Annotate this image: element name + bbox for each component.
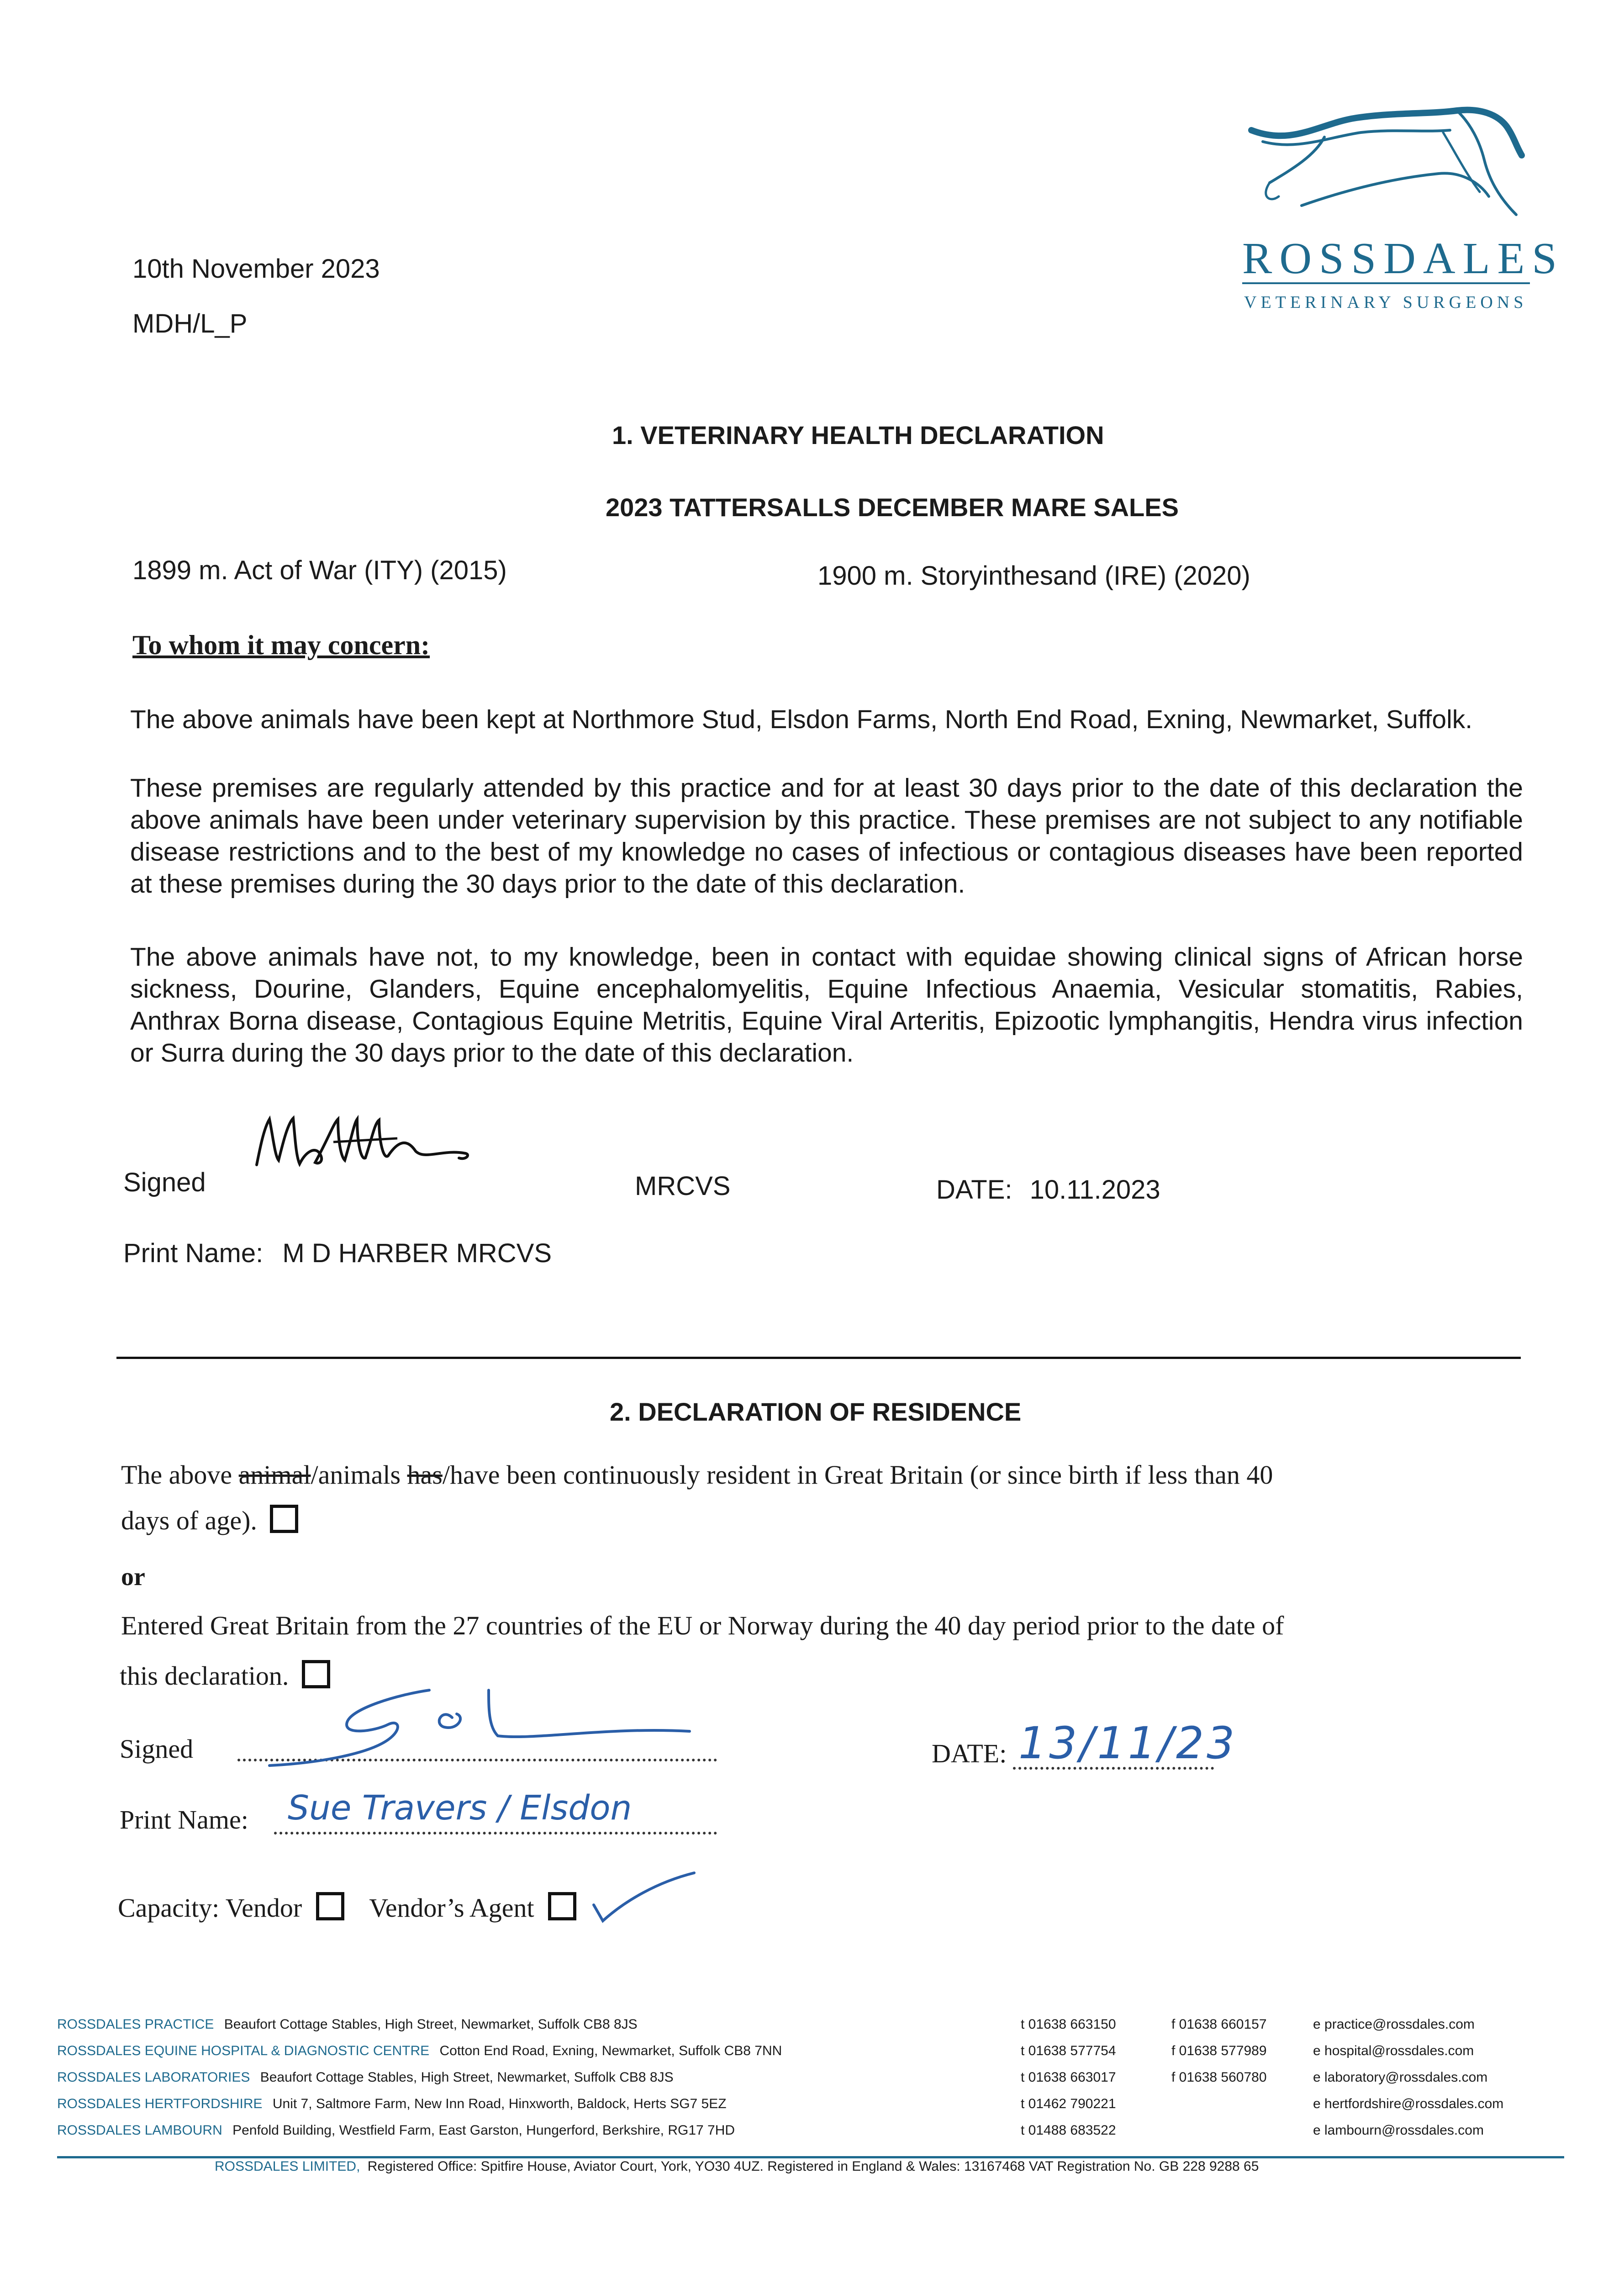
footer-fax: f 01638 577989 bbox=[1171, 2043, 1267, 2058]
mrcvs-label: MRCVS bbox=[635, 1171, 731, 1201]
checkmark-icon bbox=[585, 1868, 699, 1932]
residence-rest: /have been continuously resident in Great Britain (or since birth if less than 40 bbox=[442, 1460, 1273, 1490]
section2-title: 2. DECLARATION OF RESIDENCE bbox=[610, 1397, 1022, 1426]
footer-office-name: ROSSDALES LABORATORIES bbox=[57, 2070, 250, 2085]
section1-title: 1. VETERINARY HEALTH DECLARATION bbox=[612, 421, 1104, 449]
footer-office-address: Beaufort Cottage Stables, High Street, Newmarket, Suffolk CB8 8JS bbox=[260, 2070, 674, 2085]
vet-date bbox=[936, 1177, 1160, 1203]
salutation: To whom it may concern: bbox=[132, 630, 430, 660]
vendor-print-name-label: Print Name: bbox=[120, 1805, 248, 1835]
horse-logo-icon bbox=[1242, 105, 1534, 228]
footer-office-address: Unit 7, Saltmore Farm, New Inn Road, Hinxworth, Baldock, Herts SG7 5EZ bbox=[272, 2096, 727, 2111]
section1-subtitle: 2023 TATTERSALLS DECEMBER MARE SALES bbox=[606, 493, 1179, 522]
footer-company: ROSSDALES LIMITED, bbox=[215, 2159, 360, 2174]
vendor-print-name-value[interactable]: Sue Travers / Elsdon bbox=[288, 1788, 632, 1828]
footer-email[interactable]: e hospital@rossdales.com bbox=[1313, 2043, 1474, 2058]
footer-row bbox=[57, 2096, 1564, 2123]
vendor-agent-label: Vendor’s Agent bbox=[369, 1893, 534, 1923]
animals-text: /animals bbox=[311, 1460, 407, 1490]
footer-office-name: ROSSDALES EQUINE HOSPITAL & DIAGNOSTIC CENTRE bbox=[57, 2043, 430, 2058]
residence-line1 bbox=[121, 1462, 1273, 1488]
paragraph-premises: The above animals have been kept at Northmore Stud, Elsdon Farms, North End Road, Exning, Newmarket, Suffolk. bbox=[130, 705, 1473, 734]
vendor-print-name-line bbox=[274, 1832, 717, 1835]
capacity-vendor-label: Capacity: Vendor bbox=[118, 1893, 302, 1923]
footer-office-name: ROSSDALES LAMBOURN bbox=[57, 2123, 222, 2138]
footer-office-address: Penfold Building, Westfield Farm, East Garston, Hungerford, Berkshire, RG17 7HD bbox=[232, 2123, 735, 2138]
vendor-date-label: DATE: bbox=[932, 1739, 1007, 1768]
footer-row bbox=[57, 2070, 1564, 2096]
footer-rule bbox=[57, 2156, 1564, 2158]
footer-email[interactable]: e hertfordshire@rossdales.com bbox=[1313, 2096, 1504, 2111]
footer-tel: t 01462 790221 bbox=[1021, 2096, 1116, 2111]
paragraph-supervision: These premises are regularly attended by this practice and for at least 30 days prior to the date of this declaration the above animals have been under veterinary supervision by this practice. These premises are not subject to any notifiable disease restrictions and to the best of my knowledge no cases of infectious or contagious diseases have been reported at these premises during the 30 days prior to the date of this declaration. bbox=[130, 773, 1523, 899]
resident-checkbox[interactable] bbox=[270, 1505, 298, 1533]
paragraph-contact: The above animals have not, to my knowledge, been in contact with equidae showing clinical signs of African horse sickness, Dourine, Glanders, Equine encephalomyelitis, Equine Infectious Anaemia, Vesicular stomatitis, Rabies, Anthrax Borna disease, Contagious Equine Metritis, Equine Viral Arteritis, Epizootic lymphangitis, Hendra virus infection or Surra during the 30 days prior to the date of this declaration. bbox=[130, 942, 1523, 1068]
footer-tel: t 01638 663017 bbox=[1021, 2070, 1116, 2085]
footer-row bbox=[57, 2123, 1564, 2149]
section-divider bbox=[116, 1357, 1521, 1359]
rossdales-logo bbox=[1233, 105, 1564, 324]
vendor-checkbox[interactable] bbox=[316, 1892, 344, 1920]
residence-line2 bbox=[121, 1507, 298, 1534]
letter-date: 10th November 2023 bbox=[132, 254, 380, 284]
vendor-agent-checkbox[interactable] bbox=[548, 1892, 576, 1920]
vet-print-name bbox=[123, 1240, 552, 1267]
vet-signature bbox=[251, 1110, 489, 1183]
footer-registration bbox=[215, 2159, 1259, 2174]
footer-email[interactable]: e practice@rossdales.com bbox=[1313, 2017, 1475, 2032]
this-declaration-text: this declaration. bbox=[120, 1661, 289, 1691]
footer-row bbox=[57, 2017, 1564, 2043]
entered-line1: Entered Great Britain from the 27 countries of the EU or Norway during the 40 day period prior to the date of bbox=[121, 1611, 1284, 1640]
residence-prefix: The above bbox=[121, 1460, 239, 1490]
or-text: or bbox=[121, 1563, 145, 1591]
signed-label-vendor: Signed bbox=[120, 1734, 194, 1764]
footer-registered-office: Registered Office: Spitfire House, Aviator Court, York, YO30 4UZ. Registered in England & Wales: 13167468 VAT Registration No. GB 228 9288 65 bbox=[367, 2159, 1259, 2174]
struck-has: has bbox=[407, 1460, 443, 1490]
footer-office-address: Beaufort Cottage Stables, High Street, Newmarket, Suffolk CB8 8JS bbox=[224, 2017, 638, 2032]
capacity-row bbox=[118, 1895, 576, 1921]
vet-date-label: DATE: bbox=[936, 1175, 1012, 1205]
vet-print-name-value: M D HARBER MRCVS bbox=[282, 1238, 552, 1268]
footer-office-name: ROSSDALES HERTFORDSHIRE bbox=[57, 2096, 263, 2111]
footer-email[interactable]: e laboratory@rossdales.com bbox=[1313, 2070, 1488, 2085]
footer-tel: t 01488 683522 bbox=[1021, 2123, 1116, 2138]
footer-email[interactable]: e lambourn@rossdales.com bbox=[1313, 2123, 1484, 2138]
signed-label-vet: Signed bbox=[123, 1168, 206, 1197]
vendor-signature[interactable] bbox=[260, 1681, 699, 1772]
letter-reference: MDH/L_P bbox=[132, 309, 248, 338]
footer-addresses bbox=[57, 2017, 1564, 2149]
logo-tagline: VETERINARY SURGEONS bbox=[1244, 293, 1528, 312]
horse-right: 1900 m. Storyinthesand (IRE) (2020) bbox=[817, 561, 1250, 591]
vet-print-name-label: Print Name: bbox=[123, 1238, 264, 1268]
days-of-age-text: days of age). bbox=[121, 1506, 257, 1535]
logo-name: ROSSDALES bbox=[1242, 234, 1564, 283]
footer-office-address: Cotton End Road, Exning, Newmarket, Suffolk CB8 7NN bbox=[439, 2043, 782, 2058]
footer-fax: f 01638 560780 bbox=[1171, 2070, 1267, 2085]
footer-row bbox=[57, 2043, 1564, 2070]
logo-divider bbox=[1242, 282, 1530, 284]
vendor-date-value[interactable]: 13/11/23 bbox=[1018, 1718, 1238, 1769]
footer-fax: f 01638 660157 bbox=[1171, 2017, 1267, 2032]
footer-tel: t 01638 663150 bbox=[1021, 2017, 1116, 2032]
footer-office-name: ROSSDALES PRACTICE bbox=[57, 2017, 214, 2032]
footer-tel: t 01638 577754 bbox=[1021, 2043, 1116, 2058]
struck-animal: animal bbox=[238, 1460, 311, 1490]
vet-date-value: 10.11.2023 bbox=[1029, 1175, 1160, 1205]
horse-left: 1899 m. Act of War (ITY) (2015) bbox=[132, 555, 507, 585]
